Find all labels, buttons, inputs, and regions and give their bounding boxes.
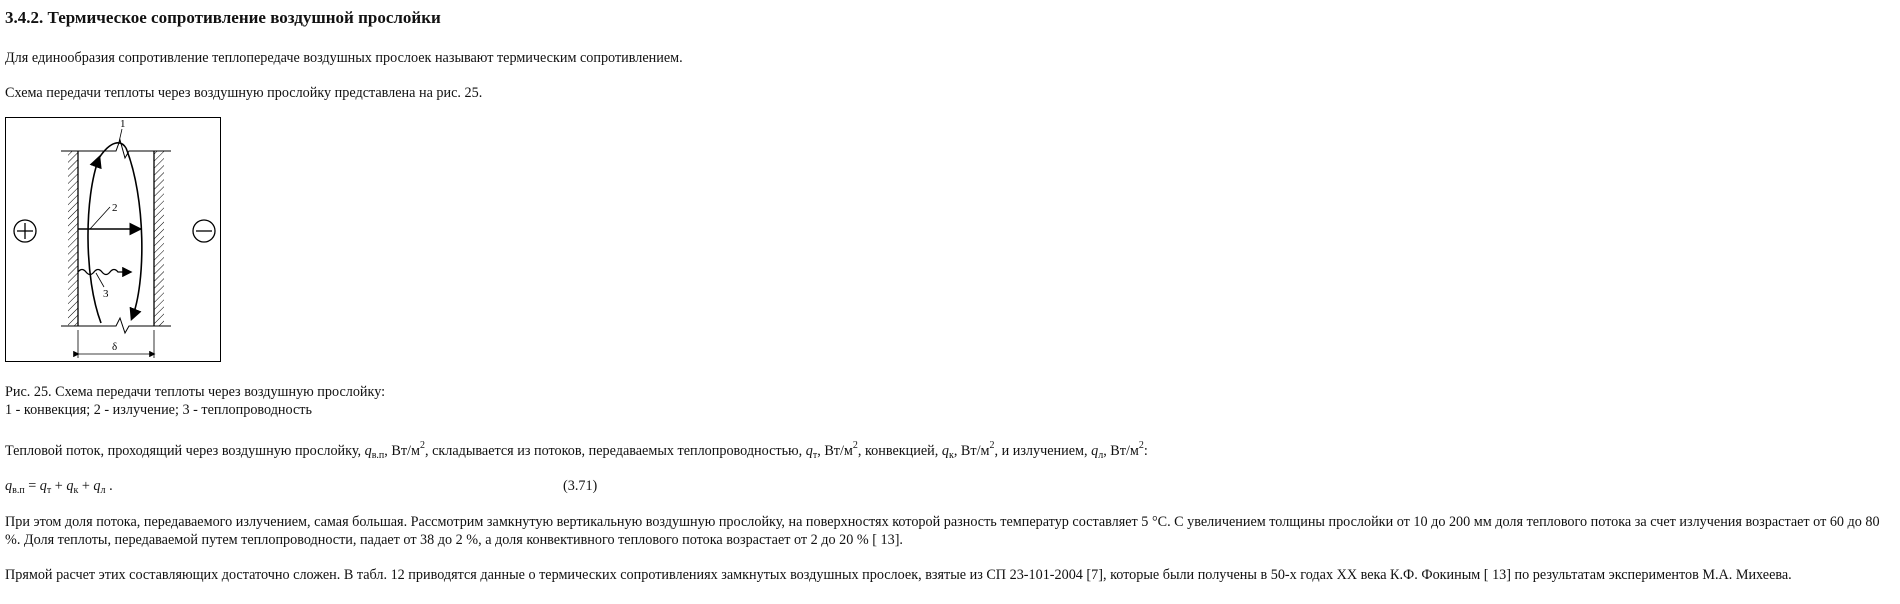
left-wall xyxy=(68,151,78,326)
conduction-wavy-arrow xyxy=(78,270,130,275)
label-convection: 1 xyxy=(120,118,126,130)
heat-flow-paragraph: Тепловой поток, проходящий через воздушную прослойку, $q_{в.п}$, $Вт/м^2$, складывается из потоков, передаваемых теплопроводностью, $q_т$, $Вт/м^2$, конвекцией, $q_к$, $Вт/м^2$, и излучением, $q_л$, $Вт/м^2$: xyxy=(5,440,1148,461)
label-radiation: 2 xyxy=(112,202,118,214)
q-air-symbol: q xyxy=(364,443,372,459)
radiation-leader xyxy=(90,207,110,229)
convection-up-arrow xyxy=(88,158,101,323)
air-gap-scheme xyxy=(6,118,222,363)
conduction-leader xyxy=(96,273,104,287)
figure-caption-line2: 1 - конвекция; 2 - излучение; 3 - теплопроводность xyxy=(5,402,312,418)
plus-icon xyxy=(14,220,36,242)
label-thickness: δ xyxy=(112,341,118,353)
figure-25-diagram xyxy=(5,117,221,362)
equation-number: (3.71) xyxy=(563,478,598,494)
direct-calc-paragraph: Прямой расчет этих составляющих достаточно сложен. В табл. 12 приводятся данные о термических сопротивлениях замкнутых воздушных прослоек, взятые из СП 23-101-2004 [7], которые были получены в 50-х годах XX века К.Ф. Фокиным [ 13] по результатам экспериментов М.А. Михеева. xyxy=(5,567,1792,583)
equation-3-71: $q_{в.п} = q_т + q_к + q_л$ . (3.71) xyxy=(5,478,598,496)
right-wall xyxy=(154,151,164,326)
scheme-paragraph: Схема передачи теплоты через воздушную прослойку представлена на рис. 25. xyxy=(5,85,483,101)
convection-top-arc xyxy=(99,143,126,158)
convection-down-arrow xyxy=(126,148,142,318)
section-heading: 3.4.2. Термическое сопротивление воздушной прослойки xyxy=(5,8,441,27)
figure-caption-line1: Рис. 25. Схема передачи теплоты через воздушную прослойку: xyxy=(5,384,386,400)
intro-paragraph: Для единообразия сопротивление теплопередаче воздушных прослоек называют термическим сопротивлением. xyxy=(5,50,683,66)
radiation-paragraph: При этом доля потока, передаваемого излучением, самая большая. Рассмотрим замкнутую вертикальную воздушную прослойку, на поверхностях которой разность температур составляет 5 °С. С увеличением толщины прослойки от 10 до 200 мм доля теплового потока за счет излучения возрастает от 60 до 80 %. Доля теплоты, передаваемой путем теплопроводности, падает от 38 до 2 %, а доля конвективного теплового потока возрастает от 2 до 20 % [ 13]. xyxy=(5,514,1880,548)
label-conduction: 3 xyxy=(103,288,109,300)
minus-icon xyxy=(193,220,215,242)
